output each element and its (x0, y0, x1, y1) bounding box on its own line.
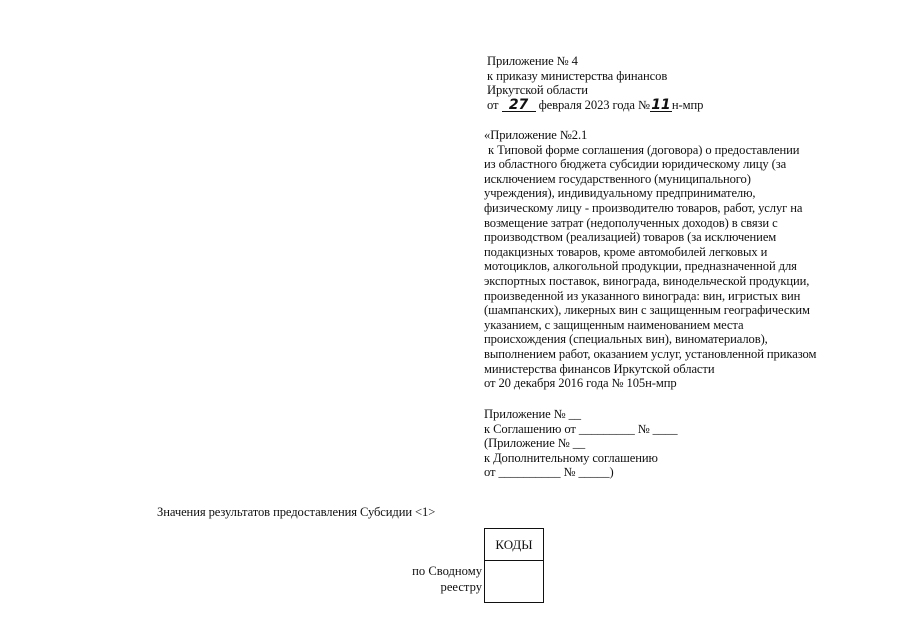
annex-2-1-line: из областного бюджета субсидии юридическому лицу (за (484, 157, 787, 172)
date-month-year: февраля 2023 года № (538, 97, 650, 112)
annex-2-1-line: указанием, с защищенным наименованием места (484, 317, 744, 332)
svod-registry-label (400, 563, 482, 595)
annex-2-1-line: производством (реализацией) товаров (за исключением (484, 230, 777, 245)
agreement-annex-header (484, 407, 677, 480)
annex-2-1-line: (шампанских), ликерных вин с защищенным географическим (484, 303, 810, 318)
annex-2-1-line: мотоциклов, алкогольной продукции, предназначенной для (484, 259, 797, 274)
svod-registry-code-cell (485, 561, 544, 603)
annex-2-1-line: экспортных поставок, винограда, винодельческой продукции, (484, 273, 810, 288)
agreement-annex-number: Приложение № __ (484, 407, 581, 421)
handwritten-number: 11 (651, 96, 671, 113)
svod-label-line1: по Сводному (412, 564, 482, 578)
annex-4-order-ref: к приказу министерства финансов (487, 68, 668, 83)
annex-2-1-line: к Типовой форме соглашения (договора) о предоставлении (488, 142, 800, 157)
annex-2-1-line: произведенной из указанного винограда: вин, игристых вин (484, 288, 801, 303)
annex-4-date-line (487, 98, 703, 113)
date-prefix: от (487, 97, 499, 112)
agreement-ref: к Соглашению от _________ № ____ (484, 421, 678, 436)
supplementary-agreement-ref: к Дополнительному соглашению (484, 450, 658, 465)
annex-2-1-line: возмещение затрат (недополученных доходов) в связи с (484, 215, 778, 230)
annex-2-1-line: исключением государственного (муниципального) (484, 171, 751, 186)
annex-4-title: Приложение № 4 (487, 54, 578, 68)
document-title: Значения результатов предоставления Субсидии <1> (157, 505, 436, 519)
annex-2-1-line: министерства финансов Иркутской области (484, 361, 715, 376)
annex-2-1-line: выполнением работ, оказанием услуг, установленной приказом (484, 346, 817, 361)
supplementary-annex-number: (Приложение № __ (484, 436, 586, 451)
annex-2-1-line: подакцизных товаров, кроме автомобилей легковых и (484, 244, 768, 259)
codes-table (484, 528, 544, 603)
annex-2-1-header (484, 128, 816, 391)
annex-2-1-line: от 20 декабря 2016 года № 105н-мпр (484, 376, 677, 391)
annex-2-1-line: физическому лицу - производителю товаров, работ, услуг на (484, 200, 803, 215)
annex-4-region: Иркутской области (487, 83, 588, 98)
annex-4-header (487, 54, 703, 112)
annex-2-1-line: «Приложение №2.1 (484, 128, 588, 142)
codes-header: КОДЫ (485, 529, 544, 561)
svod-label-line2: реестру (440, 580, 482, 594)
annex-2-1-line: учреждения), индивидуальному предпринимателю, (484, 186, 756, 201)
supplementary-agreement-date: от __________ № _____) (484, 465, 614, 480)
order-number-suffix: н-мпр (671, 97, 704, 112)
handwritten-day: 27 (502, 99, 536, 112)
annex-2-1-line: происхождения (специальных вин), виноматериалов), (484, 332, 768, 347)
